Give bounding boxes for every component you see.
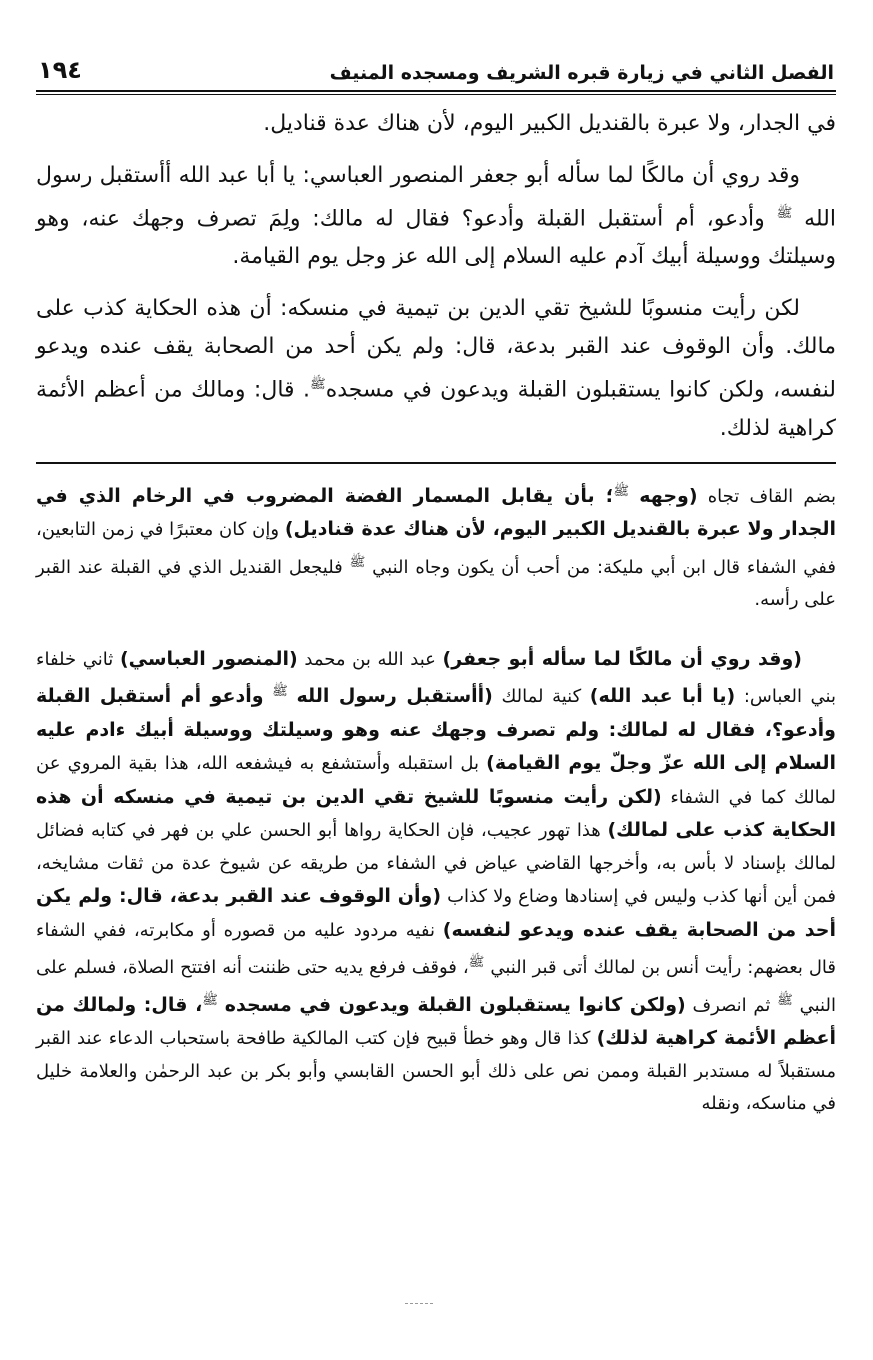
salutation-glyph: ﷺ: [202, 992, 219, 1008]
page-number: ١٩٤: [38, 56, 82, 84]
running-header: [36, 52, 836, 88]
chapter-title: الفصل الثاني في زيارة قبره الشريف ومسجده المنيف: [329, 62, 834, 84]
header-rule: [36, 90, 836, 92]
salutation-glyph: ﷺ: [310, 377, 326, 393]
main-text: [36, 105, 836, 448]
salutation-glyph: ﷺ: [776, 206, 793, 221]
book-page: [36, 52, 836, 1147]
header-rule-thin: [36, 94, 836, 95]
salutation-glyph: ﷺ: [349, 554, 366, 570]
salutation-glyph: ﷺ: [777, 992, 793, 1008]
salutation-glyph: ﷺ: [272, 684, 288, 700]
salutation-glyph: ﷺ: [468, 955, 485, 971]
commentary-separator: [36, 462, 836, 464]
main-paragraph-2: وقد روي أن مالكًا لما سأله أبو جعفر المنصور العباسي: يا أبا عبد الله أأستقبل رسول الله $^ﷺ$ وأدعو، أم أستقبل القبلة وأدعو؟ فقال له مالك: ولِمَ تصرف وجهك عنه، وهو وسيلتك ووسيلة أبيك آدم عليه السلام إلى الله عز وجل يوم القيامة.: [36, 163, 836, 270]
commentary-paragraph-1: بضم القاف تجاه (وجهه $^ﷺ$؛ بأن يقابل المسمار الفضة المضروب في الرخام الذي في الجدار ولا عبرة بالقنديل الكبير اليوم، لأن هناك عدة قناديل) وإن كان معتبرًا في زمن التابعين، ففي الشفاء قال ابن أبي مليكة: من أحب أن يكون وجاه النبي $^ﷺ$ فليجعل القنديل الذي في القبلة عند القبر على رأسه.: [36, 483, 836, 611]
salutation-glyph: ﷺ: [613, 483, 630, 499]
footer-mark: [405, 1303, 433, 1304]
main-paragraph-1: في الجدار، ولا عبرة بالقنديل الكبير اليوم، لأن هناك عدة قناديل.: [263, 111, 836, 136]
commentary-paragraph-2: (وقد روي أن مالكًا لما سأله أبو جعفر) عبد الله بن محمد (المنصور العباسي) ثاني خلفاء بني العباس: (يا أبا عبد الله) كنية لمالك (أأستقبل رسول الله $^ﷺ$ وأدعو أم أستقبل القبلة وأدعو؟، فقال له لمالك: ولم تصرف وجهك عنه وهو وسيلتك ووسيلة أبيك ءادم عليه السلام إلى الله عزّ وجلّ يوم القيامة) بل استقبله وأستشفع به فيشفعه الله، هذا بقية المروي عن لمالك كما في الشفاء (لكن رأيت منسوبًا للشيخ تقي الدين بن تيمية في منسكه أن هذه الحكاية كذب على لمالك) هذا تهور عجيب، فإن الحكاية رواها أبو الحسن علي بن فهر في كتابه فضائل لمالك بإسناد لا بأس به، وأخرجها القاضي عياض في الشفاء من طريقه عن شيوخ عدة من ثقات مشايخه، فمن أين أنها كذب وليس في إسنادها وضاع ولا كذاب (وأن الوقوف عند القبر بدعة، قال: ولم يكن أحد من الصحابة يقف عنده ويدعو لنفسه) نفيه مردود عليه من قصوره أو مكابرته، ففي الشفاء قال بعضهم: رأيت أنس بن لمالك أتى قبر النبي $^ﷺ$، فوقف فرفع يديه حتى ظننت أنه افتتح الصلاة، فسلم على النبي $^ﷺ$ ثم انصرف (ولكن كانوا يستقبلون القبلة ويدعون في مسجده $^ﷺ$، قال: ولمالك من أعظم الأئمة كراهية لذلك) كذا قال وهو خطأ قبيح فإن كتب المالكية طافحة باستحباب الدعاء عند القبر مستقبلاً له مستدبر القبلة وممن نص على ذلك أبو الحسن القابسي وأبو بكر بن عبد الرحمٰن والعلامة خليل في مناسكه، ونقله: [36, 647, 836, 1115]
main-paragraph-3: لكن رأيت منسوبًا للشيخ تقي الدين بن تيمية في منسكه: أن هذه الحكاية كذب على مالك. وأن الوقوف عند القبر بدعة، قال: ولم يكن أحد من الصحابة يقف عنده ويدعو لنفسه، ولكن كانوا يستقبلون القبلة ويدعون في مسجده$^ﷺ$. قال: ومالك من أعظم الأئمة كراهية لذلك.: [36, 296, 836, 441]
commentary-text: [36, 476, 836, 1121]
